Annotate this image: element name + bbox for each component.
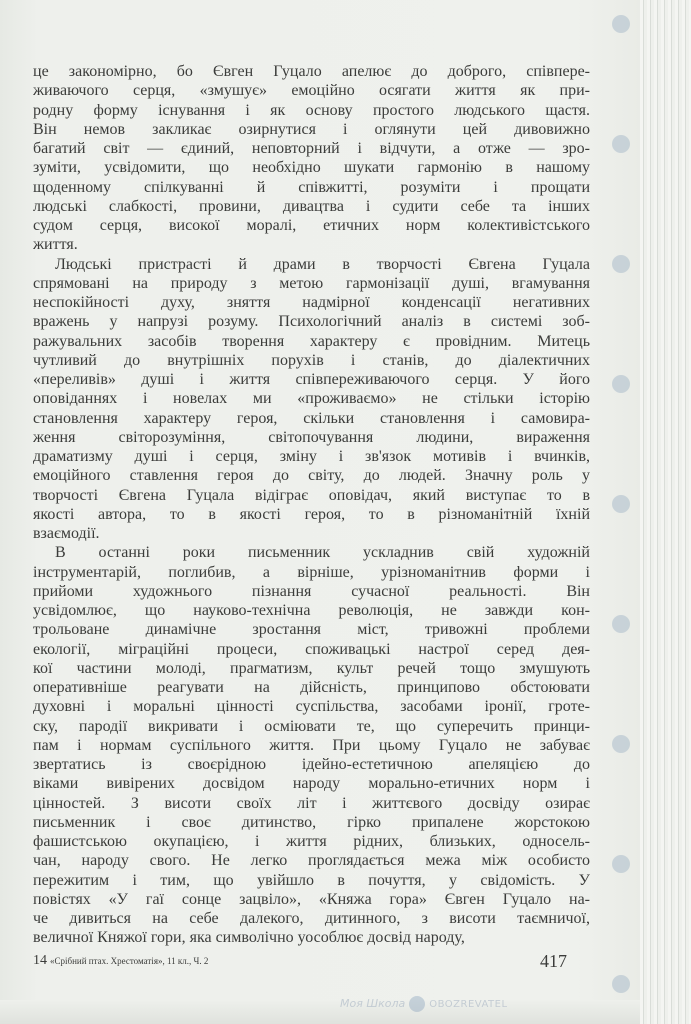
text-line: цінностей. З висоти своїх літ і життєвого досвіду озирає: [33, 794, 590, 812]
signature-number: 14: [33, 953, 47, 968]
text-line: звертатись із своєрідною ідейно-естетичною апеляцією до: [33, 756, 590, 773]
text-line: багатий світ — єдиний, неповторний і відчути, а отже — зро-: [33, 140, 590, 157]
text-line: чан, народу свого. Не легко проглядається межа між особисто: [33, 852, 590, 870]
text-line: віками вивірених досвідом народу морально-етичних норм і: [33, 775, 590, 793]
text-line: спрямовані на природу з метою гармонізації душі, вгамування: [33, 274, 590, 292]
text-line: письменник і своє дитинство, гірко припалене жорстокою: [33, 813, 590, 831]
paragraph: [33, 543, 590, 947]
text-line: ску, пародії викривати і осміювати те, що суперечить принци-: [33, 717, 590, 735]
text-line: екології, міграційні процеси, споживацькі настрої серед дея-: [33, 640, 590, 658]
text-line: прийоми художнього пізнання сучасної реальності. Він: [33, 582, 590, 600]
paragraph: [33, 255, 590, 544]
text-line: живаючого серця, «змушує» емоційно осягати життя як при-: [33, 82, 590, 100]
text-line: це закономірно, бо Євген Гуцало апелює до доброго, співпере-: [33, 63, 590, 80]
text-line: родну форму існування і як основу простого людського щастя.: [33, 101, 590, 119]
text-line: чутливий до внутрішніх порухів і станів, до діалектичних: [33, 351, 590, 369]
text-line: пам і нормам суспільного життя. При цьому Гуцало не забуває: [33, 736, 590, 754]
text-line: величної Княжої гори, яка символічно уособлює досвід народу,: [33, 929, 465, 947]
text-line: духовні і моральні цінності суспільства, засобами іронії, гроте-: [33, 698, 590, 716]
text-line: життя.: [33, 236, 78, 254]
text-line: драматизму душі і серця, зміну і зв'язок мотивів і вчинків,: [33, 448, 590, 465]
text-line: вражень у напрузі розуму. Психологічний аналіз в системі зоб-: [33, 313, 590, 331]
text-line: інструментарій, поглибив, а вірніше, урізноманітнив форми і: [33, 563, 590, 581]
text-line: зуміти, усвідомити, що необхідно шукати гармонію в нашому: [33, 159, 590, 177]
text-line: якості автора, то в якості героя, то в різноманітній їхній: [33, 505, 590, 523]
text-line: трольоване динамічне зростання міст, тривожні проблеми: [33, 621, 590, 639]
text-line: Він немов закликає озирнутися і оглянути цей дивовижно: [33, 120, 590, 138]
text-line: становлення характеру героя, скільки становлення і самовира-: [33, 409, 590, 427]
text-line: повістях «У гаї сонце зацвіло», «Княжа гора» Євген Гуцало на-: [33, 890, 590, 908]
text-line: Людські пристрасті й драми в творчості Євгена Гуцала: [55, 255, 590, 273]
footer-signature: [33, 953, 208, 969]
text-line: ження світорозуміння, світопочування людини, вираження: [33, 428, 590, 446]
text-line: ражувальних засобів творення характеру є провідним. Митець: [33, 332, 590, 350]
page-number: 417: [540, 951, 567, 971]
text-line: творчості Євгена Гуцала відіграє оповідач, який виступає то в: [33, 486, 590, 504]
paragraph: [33, 62, 590, 255]
text-line: людські слабкості, провини, дивацтва і судити себе та інших: [33, 197, 590, 215]
text-line: неспокійності духу, зняття надмірної конденсації негативних: [33, 294, 590, 311]
text-line: оповіданнях і новелах ми «проживаємо» не стільки історію: [33, 390, 590, 408]
text-line: «переливів» душі і життя співпереживаючого серця. У його: [33, 371, 590, 388]
text-line: че дивиться на себе далекого, дитинного, з висоти таємничої,: [33, 910, 590, 927]
text-line: щоденному спілкуванні й співжитті, розуміти і прощати: [33, 178, 590, 196]
text-line: судом серця, високої моралі, етичних норм колективістського: [33, 217, 590, 234]
text-line: В останні роки письменник ускладнив свій художній: [55, 544, 590, 562]
watermark-school: Моя Школа: [340, 997, 406, 1010]
book-title: «Срібний птах. Хрестоматія», 11 кл., Ч. 2: [50, 956, 209, 966]
watermark-brand: OBOZREVATEL: [429, 999, 508, 1010]
text-line: кої частини молоді, прагматизм, культ речей тощо змушують: [33, 659, 590, 677]
text-line: пережитим і тим, що увійшло в почуття, у свідомість. У: [33, 871, 590, 889]
page-bottom-shadow: [0, 1000, 640, 1024]
text-line: взаємодії.: [33, 525, 100, 542]
text-line: оперативніше реагувати на дійсність, принципово обстоювати: [33, 679, 590, 696]
body-text: [33, 62, 590, 948]
page-stack-edges: [640, 0, 691, 1024]
text-line: емоційного ставлення героя до світу, до людей. Значну роль у: [33, 467, 590, 485]
text-line: фашистською окупацією, і життя рідних, близьких, односель-: [33, 833, 590, 850]
text-line: усвідомлює, що науково-технічна революція, не завжди кон-: [33, 602, 590, 619]
